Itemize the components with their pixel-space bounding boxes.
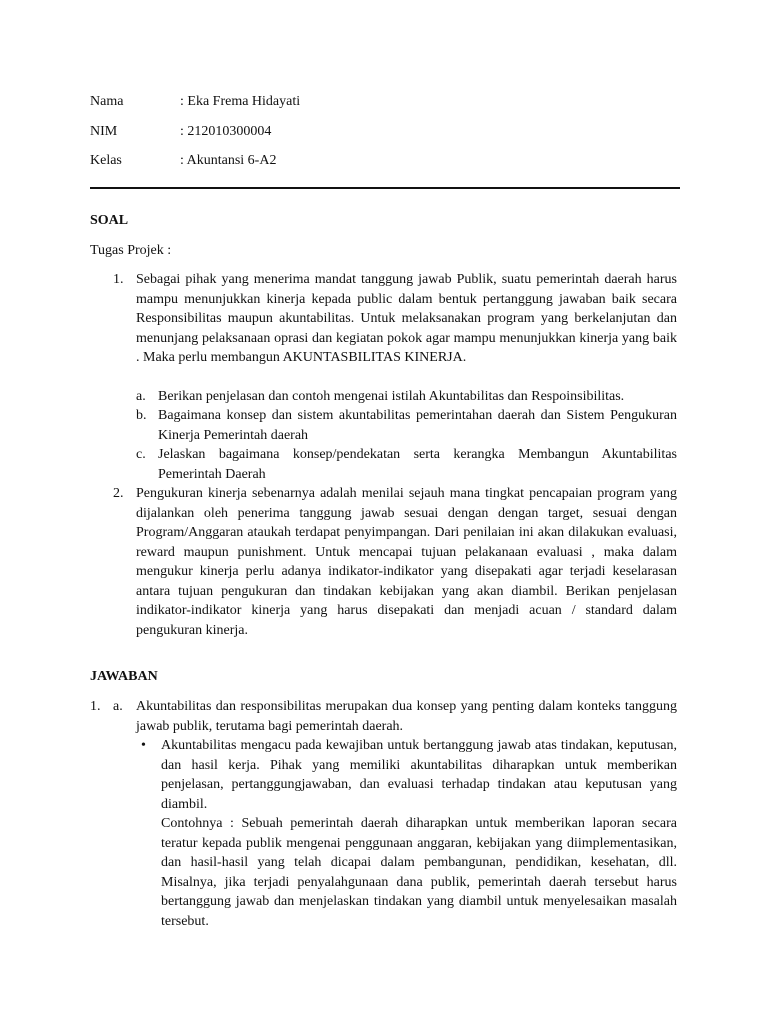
question-2-number: 2. [113, 486, 124, 501]
question-1b-label: b. [136, 408, 147, 423]
kelas-value: : Akuntansi 6-A2 [180, 153, 277, 168]
name-label: Nama [90, 94, 124, 109]
nim-label: NIM [90, 123, 118, 139]
kelas-row [90, 151, 300, 181]
student-info [90, 92, 300, 181]
question-1a-label: a. [136, 389, 146, 404]
kelas-label: Kelas [90, 153, 122, 168]
nim-value: : 212010300004 [180, 123, 272, 139]
question-1a-text: Berikan penjelasan dan contoh mengenai istilah Akuntabilitas dan Respoinsibilitas. [158, 389, 625, 404]
answer-1-number: 1. [90, 699, 101, 714]
question-1c-label: c. [136, 447, 146, 462]
soal-intro: Tugas Projek : [90, 243, 172, 258]
soal-heading: SOAL [90, 213, 129, 228]
question-1-number: 1. [113, 272, 124, 287]
header-divider [90, 187, 680, 189]
jawaban-heading: JAWABAN [90, 669, 158, 684]
question-1-text: Sebagai pihak yang menerima mandat tanggung jawab Publik, suatu pemerintah daerah harus mampu menunjukkan kinerja kepada public dalam bentuk pertanggung jawaban baik secara Responsibilitas maupun akuntabilitas. Untuk melaksanakan program yang berkelanjutan dan menunjang pelaksanaan oprasi dan kegiatan pokok agar mampu menunjukkan kinerja yang baik . Maka perlu membangun AKUNTASBILITAS KINERJA. [136, 272, 677, 365]
bullet-icon: • [141, 738, 146, 753]
question-2-text: Pengukuran kinerja sebenarnya adalah menilai sejauh mana tingkat pencapaian program yang dijalankan oleh penerima tanggung jawab sesuai dengan dengan target, sesuai dengan Program/Anggaran ataukah terdapat penyimpangan. Dari penilaian ini akan dilakukan evaluasi, reward maupun punishment. Untuk mencapai tujuan pelakanaan evaluasi , maka dalam mengukur kinerja perlu adanya indikator-indikator yang disepakati agar terjadi keselarasan antara tujuan pengukuran dan tindakan kebijakan yang akan diambil. Berikan penjelasan indikator-indikator kinerja yang harus disepakati dan menjadi acuan / standard dalam pengukuran kinerja. [136, 486, 677, 638]
name-row [90, 92, 300, 122]
name-value: : Eka Frema Hidayati [180, 94, 301, 109]
question-1b-text: Bagaimana konsep dan sistem akuntabilitas pemerintahan daerah dan Sistem Pengukuran Kinerja Pemerintah daerah [158, 408, 677, 443]
contoh-text: Contohnya : Sebuah pemerintah daerah diharapkan untuk memberikan laporan secara teratur kepada publik mengenai penggunaan anggaran, kebijakan yang diimplementasikan, dan hasil-hasil yang telah dicapai dalam pembangunan, pendidikan, kesehatan, dll. Misalnya, jika terjadi penyalahgunaan dana publik, pemerintah daerah tersebut harus bertanggung jawab dan menjelaskan tindakan yang diambil untuk menyelesaikan masalah tersebut. [161, 816, 677, 929]
question-1c-text: Jelaskan bagaimana konsep/pendekatan serta kerangka Membangun Akuntabilitas Pemerintah Daerah [158, 447, 677, 482]
answer-1a-label: a. [113, 699, 123, 714]
answer-1a-text: Akuntabilitas dan responsibilitas merupakan dua konsep yang penting dalam konteks tanggung jawab publik, terutama bagi pemerintah daerah. [136, 699, 677, 734]
nim-row [90, 122, 300, 152]
bullet-akuntabilitas-text: Akuntabilitas mengacu pada kewajiban untuk bertanggung jawab atas tindakan, keputusan, dan hasil kerja. Pihak yang memiliki akuntabilitas diharapkan untuk memberikan penjelasan, pertanggungjawaban, dan evaluasi terhadap tindakan atau keputusan yang diambil. [161, 738, 677, 812]
